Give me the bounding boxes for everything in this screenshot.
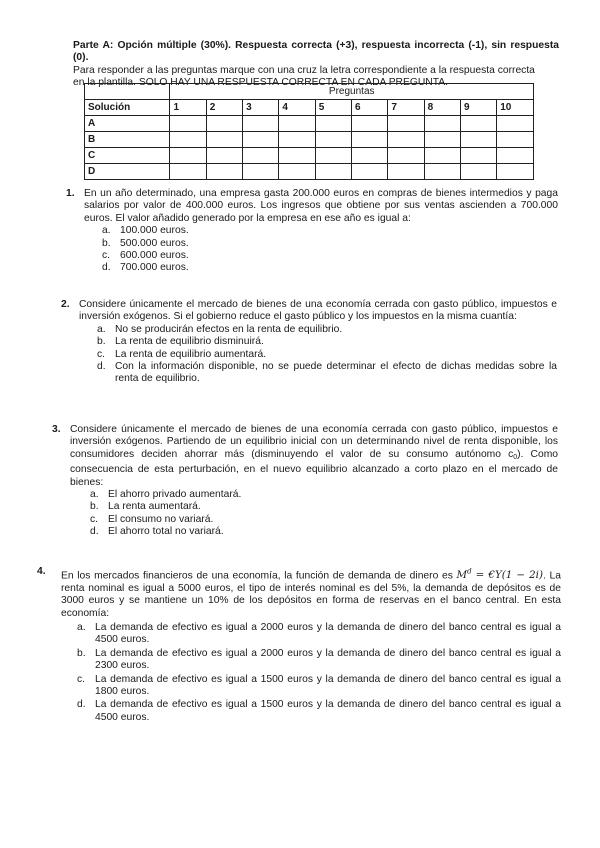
answer-grid-row-d (85, 164, 534, 180)
option-letter: b. (90, 501, 99, 513)
option-letter: d. (90, 526, 99, 538)
answer-cell[interactable] (460, 116, 496, 132)
instructions-line-2: en la plantilla. SOLO HAY UNA RESPUESTA CORRECTA EN CADA PREGUNTA. (73, 77, 448, 89)
option-letter: c. (90, 513, 99, 525)
question-text-part: Considere únicamente el mercado de bienes de una economía cerrada con gasto público, impuestos e inversión exógenos. Partiendo de un equilibrio inicial con un determinando nivel de renta disponible, los consumidores deciden ahorrar más (disminuyendo el valor de su consumo autónomo c (70, 424, 558, 460)
answer-cell[interactable] (279, 164, 315, 180)
option-c (102, 250, 558, 262)
column-header-2: 2 (206, 100, 242, 116)
answer-cell[interactable] (460, 164, 496, 180)
answer-cell[interactable] (352, 116, 388, 132)
answer-cell[interactable] (315, 164, 351, 180)
option-text: La demanda de efectivo es igual a 2000 euros y la demanda de dinero del banco central es igual a 2300 euros. (95, 647, 561, 672)
option-text: Con la información disponible, no se puede determinar el efecto de dichas medidas sobre la renta de equilibrio. (115, 361, 557, 385)
question-2 (61, 299, 557, 386)
answer-cell[interactable] (315, 148, 351, 164)
option-letter: b. (97, 336, 106, 348)
column-header-3: 3 (243, 100, 279, 116)
answer-cell[interactable] (243, 132, 279, 148)
question-text-part: En los mercados financieros de una economía, la función de demanda de dinero es (61, 570, 457, 582)
option-text: El ahorro total no variará. (108, 526, 224, 538)
option-text: 700.000 euros. (120, 262, 189, 274)
answer-grid-row-b (85, 132, 534, 148)
option-c (97, 349, 557, 361)
section-title: Parte A: Opción múltiple (30%). Respuesta correcta (+3), respuesta incorrecta (-1), sin respuesta (0). (73, 40, 559, 64)
question-number: 4. (37, 566, 46, 577)
answer-cell[interactable] (279, 132, 315, 148)
answer-cell[interactable] (460, 132, 496, 148)
options-list (102, 225, 558, 275)
question-text (70, 424, 558, 489)
option-letter: a. (77, 622, 86, 634)
answer-grid-group-row (85, 84, 534, 100)
question-1 (66, 188, 558, 275)
option-text: La demanda de efectivo es igual a 1500 euros y la demanda de dinero del banco central es igual a 4500 euros. (95, 699, 561, 723)
option-d (102, 262, 558, 274)
option-text: No se producirán efectos en la renta de equilibrio. (115, 323, 343, 335)
answer-cell[interactable] (243, 148, 279, 164)
answer-cell[interactable] (206, 132, 242, 148)
option-text: La renta aumentará. (108, 501, 201, 513)
answer-grid-row-header: Solución (85, 100, 170, 116)
option-d (97, 361, 557, 386)
option-text: El consumo no variará. (108, 513, 214, 525)
option-text: La renta de equilibrio aumentará. (115, 348, 267, 360)
column-header-9: 9 (460, 100, 496, 116)
question-number: 1. (66, 188, 75, 199)
answer-grid-corner (85, 84, 170, 100)
answer-grid-row-a (85, 116, 534, 132)
row-label-c: C (85, 148, 170, 164)
answer-cell[interactable] (388, 116, 424, 132)
option-c (90, 514, 558, 526)
answer-cell[interactable] (206, 164, 242, 180)
question-number: 2. (61, 299, 70, 310)
column-header-1: 1 (170, 100, 206, 116)
answer-grid (84, 83, 534, 180)
option-b (97, 336, 557, 348)
option-letter: c. (77, 673, 86, 685)
answer-cell[interactable] (170, 164, 206, 180)
row-label-b: B (85, 132, 170, 148)
question-3 (52, 424, 558, 539)
option-d (77, 699, 561, 724)
answer-cell[interactable] (388, 148, 424, 164)
option-letter: a. (97, 323, 106, 335)
option-text: 500.000 euros. (120, 237, 189, 249)
answer-cell[interactable] (388, 164, 424, 180)
options-list (90, 489, 558, 539)
answer-cell[interactable] (497, 148, 534, 164)
option-a (102, 225, 558, 237)
answer-cell[interactable] (497, 132, 534, 148)
option-a (77, 622, 561, 647)
answer-cell[interactable] (170, 148, 206, 164)
answer-cell[interactable] (352, 132, 388, 148)
option-text: La renta de equilibrio disminuirá. (115, 336, 264, 348)
answer-cell[interactable] (206, 116, 242, 132)
option-b (102, 238, 558, 250)
column-header-7: 7 (388, 100, 424, 116)
formula-rest: = €Y(1 − 2i) (471, 569, 543, 582)
answer-cell[interactable] (279, 116, 315, 132)
answer-cell[interactable] (315, 132, 351, 148)
column-header-5: 5 (315, 100, 351, 116)
answer-grid-group-header: Preguntas (170, 84, 534, 100)
option-text: 600.000 euros. (120, 250, 189, 262)
answer-cell[interactable] (352, 164, 388, 180)
option-letter: a. (102, 225, 111, 237)
option-letter: d. (77, 699, 86, 711)
option-text: La demanda de efectivo es igual a 1500 euros y la demanda de dinero del banco central es igual a 1800 euros. (95, 673, 561, 698)
question-number: 3. (52, 424, 61, 435)
row-label-a: A (85, 116, 170, 132)
answer-cell[interactable] (424, 148, 460, 164)
option-letter: b. (77, 647, 86, 659)
money-demand-formula (457, 569, 543, 581)
answer-cell[interactable] (460, 148, 496, 164)
answer-cell[interactable] (497, 116, 534, 132)
question-text-part: ). Como consecuencia de esta perturbación, en el nuevo equilibrio alcanzado a corto plazo en el mercado de bienes: (70, 448, 558, 488)
options-list (97, 324, 557, 386)
column-header-6: 6 (352, 100, 388, 116)
formula-base: M (456, 569, 468, 582)
answer-cell[interactable] (279, 148, 315, 164)
column-header-8: 8 (424, 100, 460, 116)
option-letter: b. (102, 237, 111, 249)
option-c (77, 674, 561, 699)
column-header-4: 4 (279, 100, 315, 116)
answer-cell[interactable] (424, 132, 460, 148)
answer-cell[interactable] (170, 132, 206, 148)
question-text: Considere únicamente el mercado de bienes de una economía cerrada con gasto público, impuestos e inversión exógenos. Si el gobierno reduce el gasto público y los impuestos en la misma cuantía: (79, 299, 557, 323)
option-text: El ahorro privado aumentará. (108, 489, 242, 501)
instructions-line-1: Para responder a las preguntas marque con una cruz la letra correspondiente a la respuesta correcta (73, 64, 535, 76)
answer-cell[interactable] (243, 116, 279, 132)
answer-cell[interactable] (388, 132, 424, 148)
subscript: 0 (513, 453, 518, 461)
answer-cell[interactable] (424, 164, 460, 180)
formula-superscript: d (467, 568, 472, 576)
question-4 (37, 566, 561, 724)
option-letter: c. (97, 348, 106, 360)
option-a (90, 489, 558, 501)
question-text (61, 566, 561, 620)
option-letter: a. (90, 489, 99, 501)
answer-cell[interactable] (170, 116, 206, 132)
answer-cell[interactable] (243, 164, 279, 180)
option-a (97, 324, 557, 336)
option-text: La demanda de efectivo es igual a 2000 euros y la demanda de dinero del banco central es igual a 4500 euros. (95, 622, 561, 646)
option-b (77, 648, 561, 673)
answer-cell[interactable] (315, 116, 351, 132)
question-text: En un año determinado, una empresa gasta 200.000 euros en compras de bienes intermedios y paga salarios por valor de 400.000 euros. Los ingresos que obtiene por sus ventas ascienden a 700.000 euros. El valor añadido generado por la empresa en ese año es igual a: (84, 188, 558, 224)
option-letter: d. (102, 262, 111, 274)
answer-cell[interactable] (352, 148, 388, 164)
answer-grid-header-row (85, 100, 534, 116)
answer-cell[interactable] (424, 116, 460, 132)
answer-cell[interactable] (206, 148, 242, 164)
option-letter: d. (97, 361, 106, 373)
options-list (77, 622, 561, 724)
option-b (90, 501, 558, 513)
option-d (90, 526, 558, 538)
option-letter: c. (102, 250, 111, 262)
answer-grid-row-c (85, 148, 534, 164)
row-label-d: D (85, 164, 170, 180)
question-text-part: . La renta nominal es igual a 5000 euros, el tipo de interés nominal es del 5%, la demanda de depósitos es de 3000 euros y se mantiene un 10% de los depósitos en forma de reservas en el banco central. En esta economía: (61, 570, 561, 619)
option-text: 100.000 euros. (120, 225, 189, 237)
column-header-10: 10 (497, 100, 534, 116)
answer-cell[interactable] (497, 164, 534, 180)
